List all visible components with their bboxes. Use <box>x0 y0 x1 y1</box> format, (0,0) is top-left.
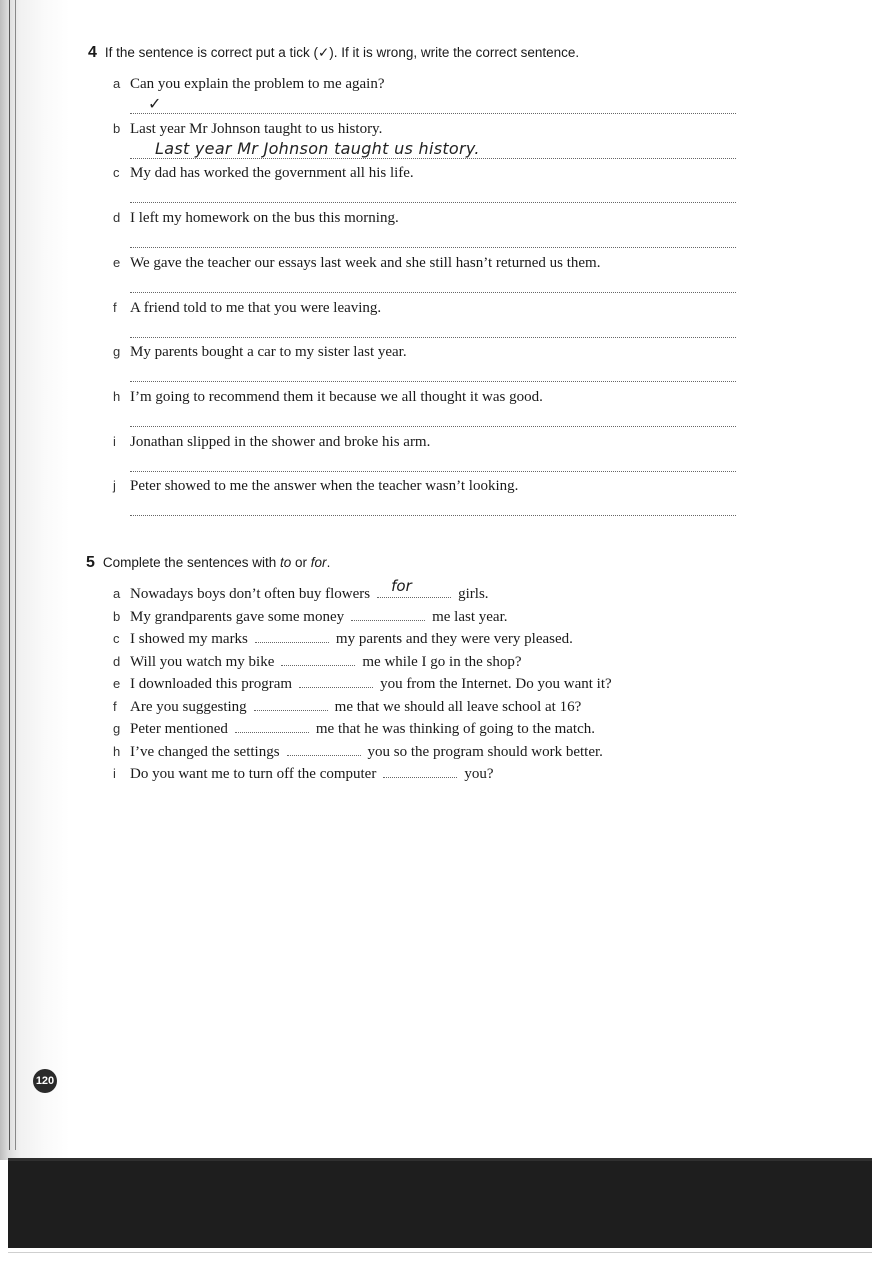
exercise-number: 5 <box>86 554 95 571</box>
exercise-5-item <box>113 698 581 716</box>
item-letter: e <box>113 254 121 270</box>
exercise-4-item <box>113 165 414 182</box>
item-letter: g <box>113 344 121 360</box>
fill-in-gap[interactable] <box>377 577 451 598</box>
answer-line[interactable] <box>130 246 736 248</box>
item-sentence: A friend told to me that you were leaving. <box>130 299 382 316</box>
fill-in-gap[interactable] <box>287 743 361 756</box>
exercise-5-heading <box>86 554 330 572</box>
instruction-or: or <box>291 555 311 570</box>
sentence-start: I showed my marks <box>130 631 248 647</box>
exercise-4-item <box>113 300 381 317</box>
answer-line[interactable] <box>130 380 736 382</box>
item-letter: c <box>113 631 120 646</box>
exercise-5-item <box>113 720 595 738</box>
handwritten-answer: Last year Mr Johnson taught us history. <box>155 138 480 158</box>
instruction-period: . <box>326 555 331 570</box>
answer-line[interactable] <box>130 514 736 516</box>
scan-bottom-rule <box>8 1252 872 1253</box>
sentence-start: I’ve changed the settings <box>130 743 280 760</box>
fill-in-gap[interactable] <box>235 720 309 733</box>
sentence-start: Will you watch my bike <box>130 653 275 670</box>
exercise-5-item <box>113 630 573 648</box>
exercise-4-item <box>113 344 407 361</box>
page-number-badge: 120 <box>33 1069 57 1093</box>
item-letter: h <box>113 388 121 404</box>
exercise-4-heading <box>88 44 579 62</box>
fill-in-gap[interactable] <box>254 698 328 711</box>
sentence-start: Do you want me to turn off the computer <box>130 766 377 782</box>
exercise-number: 4 <box>88 44 97 61</box>
exercise-4-item <box>113 76 385 93</box>
item-letter: f <box>113 698 117 714</box>
sentence-end: you so the program should work better. <box>367 743 603 760</box>
item-letter: d <box>113 653 121 669</box>
exercise-4-item <box>113 434 430 451</box>
item-letter: i <box>113 433 116 449</box>
instruction-word-to: to <box>280 555 292 570</box>
fill-in-gap[interactable] <box>281 653 355 666</box>
item-letter: g <box>113 721 121 736</box>
exercise-instruction: If the sentence is correct put a tick (✓). If it is wrong, write the correct sentence. <box>104 45 580 60</box>
item-sentence: We gave the teacher our essays last week and she still hasn’t returned us them. <box>130 254 601 271</box>
answer-line[interactable] <box>130 336 736 338</box>
exercise-5-item <box>113 608 508 626</box>
answer-line[interactable] <box>130 425 736 427</box>
item-letter: i <box>113 766 116 781</box>
scan-bottom-band <box>8 1158 872 1248</box>
sentence-end: me last year. <box>432 608 508 625</box>
exercise-5-item <box>113 577 489 603</box>
item-sentence: Peter showed to me the answer when the teacher wasn’t looking. <box>130 478 519 495</box>
fill-in-gap[interactable] <box>383 765 457 778</box>
item-letter: e <box>113 676 121 691</box>
sentence-start: Nowadays boys don’t often buy flowers <box>130 586 371 602</box>
item-sentence: My dad has worked the government all his life. <box>130 165 414 182</box>
item-letter: d <box>113 210 121 226</box>
sentence-start: My grandparents gave some money <box>130 608 345 625</box>
item-letter: c <box>113 165 120 181</box>
item-sentence: I’m going to recommend them it because we all thought it was good. <box>130 388 543 405</box>
item-letter: b <box>113 120 121 136</box>
exercise-5-item <box>113 653 522 671</box>
fill-in-gap[interactable] <box>351 608 425 621</box>
exercise-4-item <box>113 121 382 138</box>
exercise-5-item <box>113 675 612 693</box>
exercise-5-item <box>113 743 603 761</box>
sentence-start: Are you suggesting <box>130 698 247 715</box>
sentence-end: girls. <box>458 586 489 602</box>
item-letter: h <box>113 743 121 759</box>
exercise-4-item <box>113 255 600 272</box>
exercise-4-item <box>113 478 518 495</box>
answer-line[interactable] <box>130 470 736 472</box>
exercise-instruction: Complete the sentences with <box>102 555 281 570</box>
handwritten-fill: for <box>391 577 412 595</box>
instruction-word-for: for <box>310 555 327 570</box>
answer-line[interactable] <box>130 112 736 114</box>
exercise-4-item <box>113 210 399 227</box>
sentence-end: me that we should all leave school at 16? <box>334 698 582 715</box>
item-sentence: I left my homework on the bus this morning. <box>130 210 399 227</box>
sentence-end: me that he was thinking of going to the match. <box>315 721 596 737</box>
item-sentence: Jonathan slipped in the shower and broke his arm. <box>130 433 431 450</box>
item-sentence: Last year Mr Johnson taught to us history. <box>130 120 383 137</box>
item-letter: a <box>113 586 121 601</box>
exercise-5-item <box>113 765 494 783</box>
item-letter: a <box>113 76 121 91</box>
fill-in-gap[interactable] <box>255 630 329 643</box>
sentence-start: I downloaded this program <box>130 676 293 692</box>
answer-line[interactable] <box>130 291 736 293</box>
exercise-4-item <box>113 389 543 406</box>
handwritten-answer: ✓ <box>148 94 162 113</box>
sentence-end: you from the Internet. Do you want it? <box>380 676 612 692</box>
item-sentence: Can you explain the problem to me again? <box>130 76 385 92</box>
item-letter: b <box>113 608 121 624</box>
sentence-end: you? <box>464 766 494 782</box>
item-letter: j <box>113 478 116 494</box>
item-letter: f <box>113 299 117 315</box>
binding-edge-lines <box>9 0 16 1150</box>
sentence-end: me while I go in the shop? <box>362 653 522 670</box>
sentence-start: Peter mentioned <box>130 721 228 737</box>
item-sentence: My parents bought a car to my sister last year. <box>130 344 407 361</box>
answer-line[interactable] <box>130 201 736 203</box>
fill-in-gap[interactable] <box>299 675 373 688</box>
sentence-end: my parents and they were very pleased. <box>335 631 573 647</box>
